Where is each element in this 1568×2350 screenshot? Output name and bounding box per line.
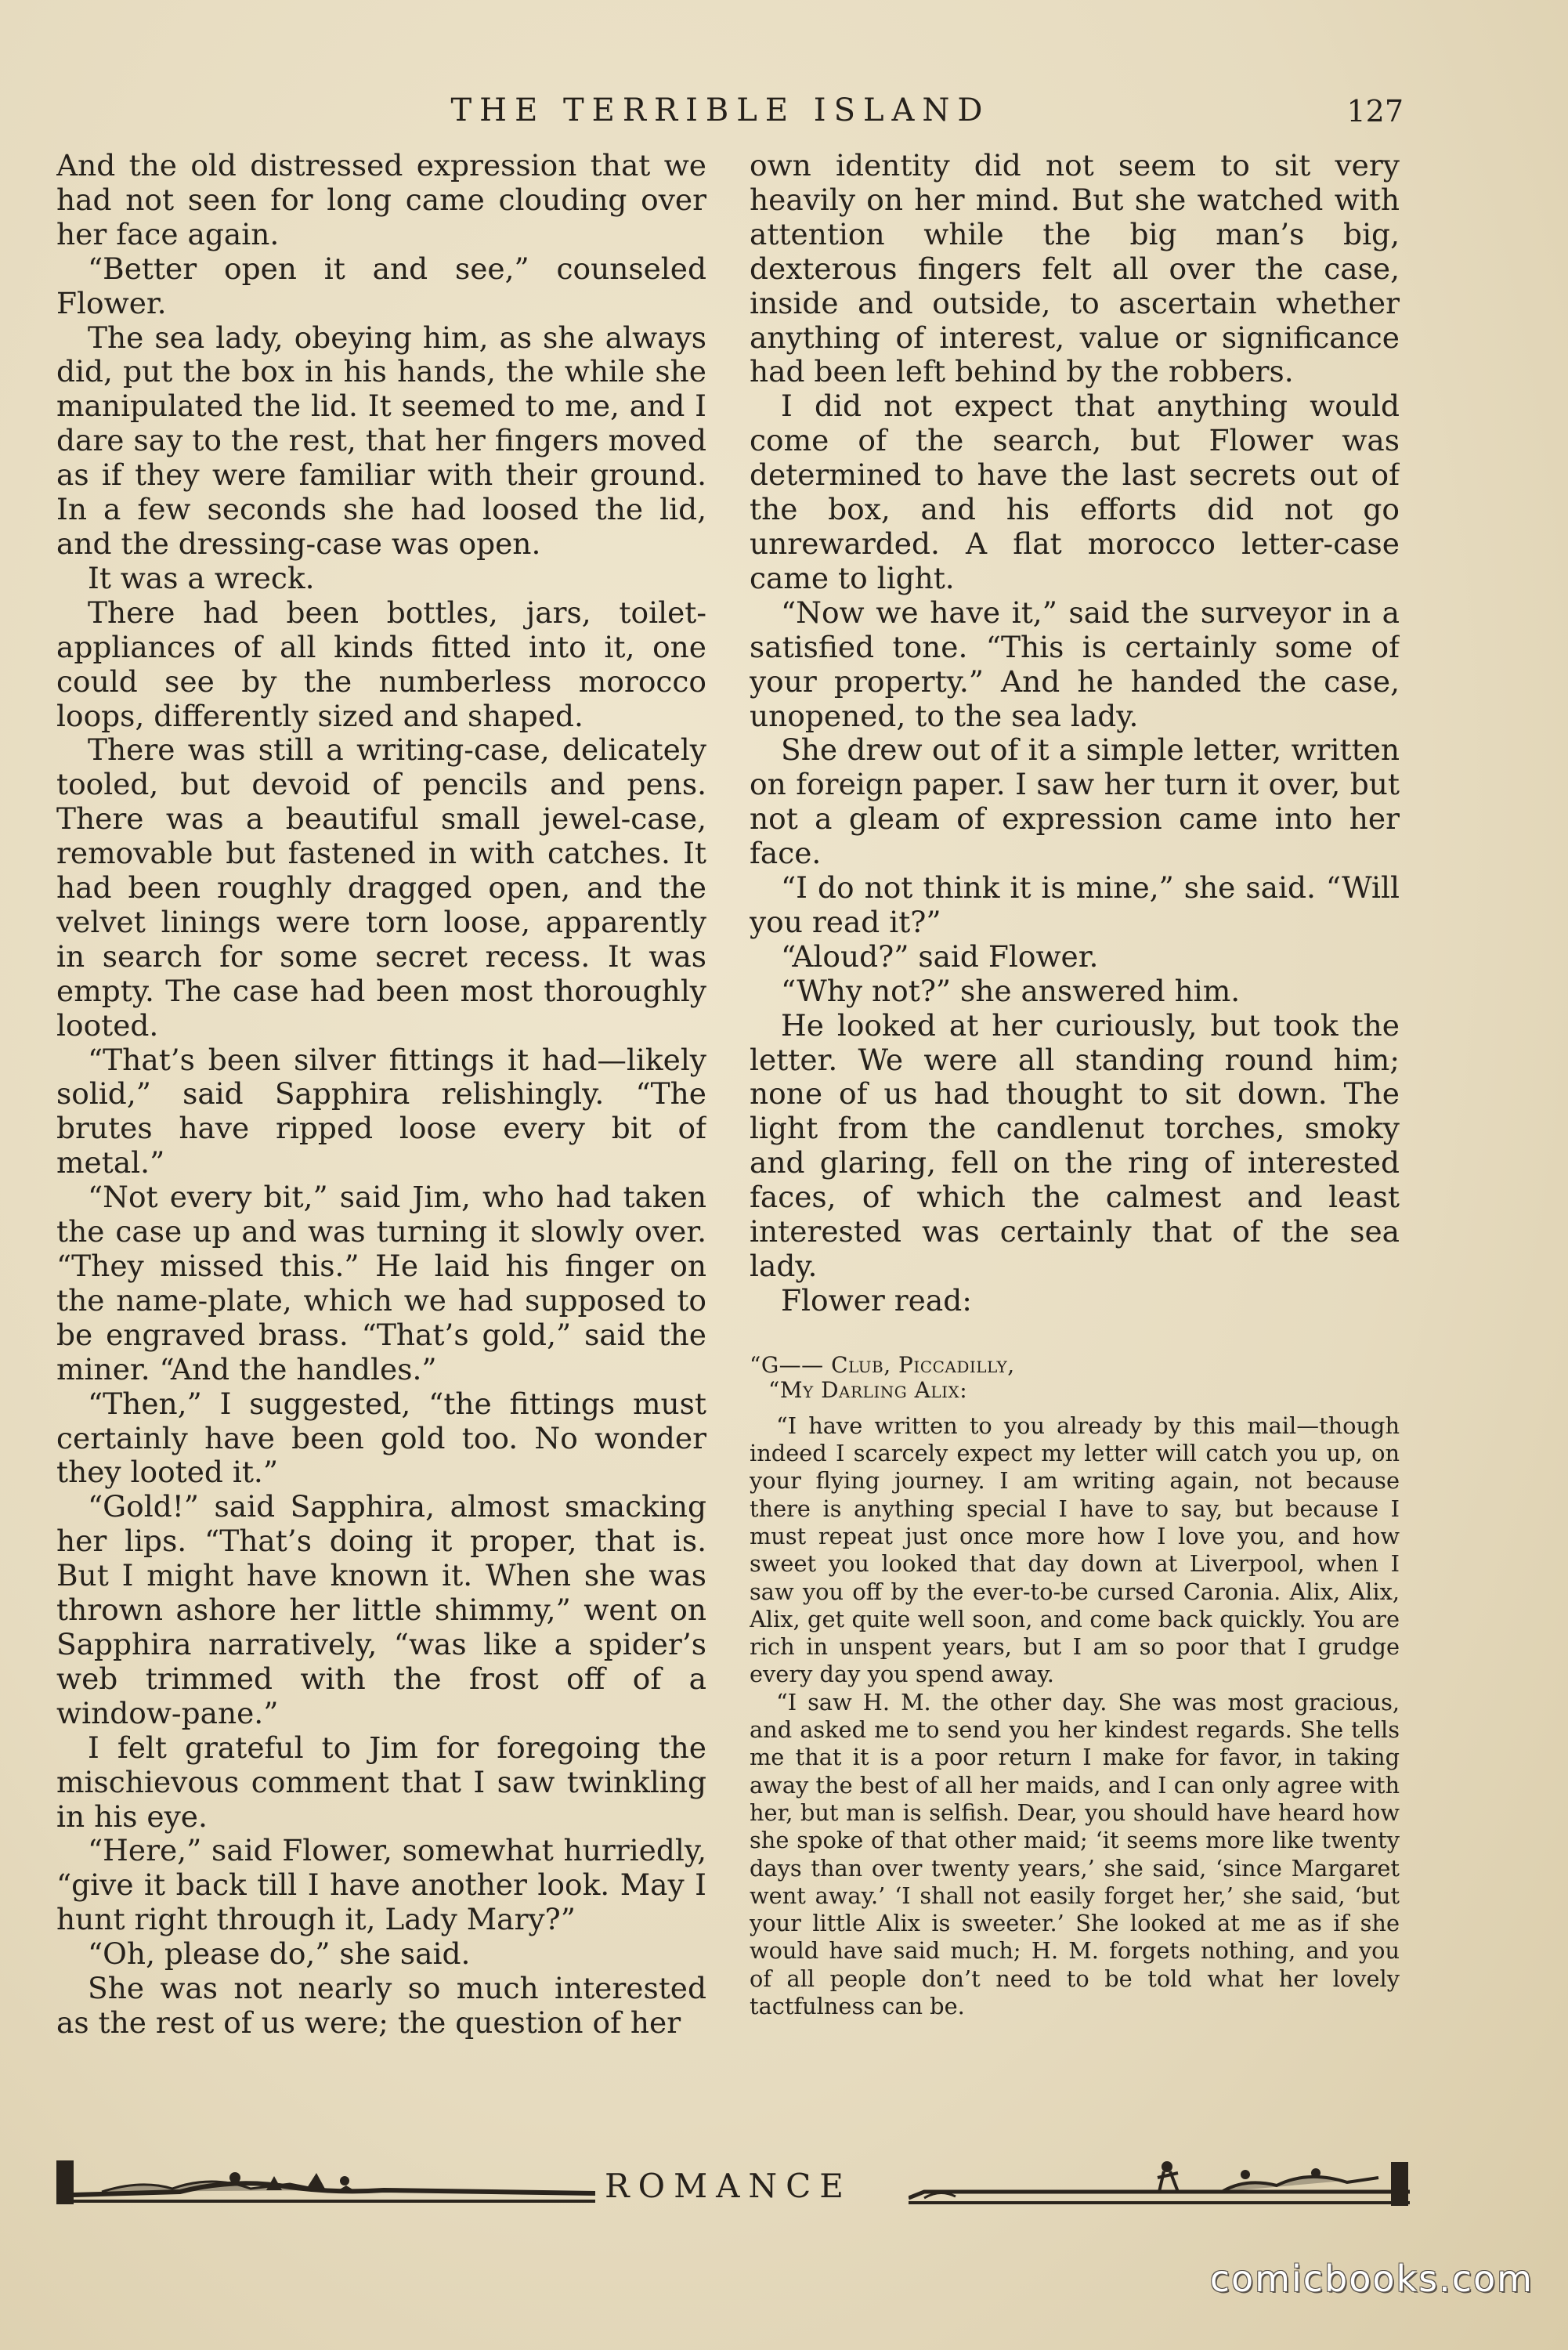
paragraph: I did not expect that anything would come of the search, but Flower was determined to have the last secrets out of the box, and his efforts did not go unrewarded. A flat morocco letter-case came to light. xyxy=(750,389,1400,595)
page-number: 127 xyxy=(1346,94,1404,128)
paragraph: “Aloud?” said Flower. xyxy=(781,938,1099,974)
paragraph: And the old distressed expression that we had not seen for long came clouding over her face again. xyxy=(56,149,706,251)
paragraph: “Why not?” she answered him. xyxy=(781,973,1241,1008)
letter-block xyxy=(750,1353,1400,2021)
right-ornament-icon xyxy=(909,2146,1410,2217)
paragraph: “I do not think it is mine,” she said. “Will you read it?” xyxy=(750,870,1400,939)
paragraph: “Not every bit,” said Jim, who had taken the case up and was turning it slowly over. “They missed this.” He laid his finger on the name-plate, which we had supposed to be engraved brass. “That’s gold,” said the miner. “And the handles.” xyxy=(56,1180,706,1386)
left-column xyxy=(56,149,706,2123)
watermark: comicbooks.com xyxy=(1209,2258,1534,2300)
left-ornament-icon xyxy=(55,2146,595,2217)
letter-paragraph: “I saw H. M. the other day. She was most gracious, and asked me to send you her kindest regards. She tells me that it is a poor return I make for favor, in taking away the best of all her maids, and I can only agree with her, but man is selfish. Dear, you should have heard how she spoke of that other maid; ‘it seems more like twenty days than over twenty years,’ she said, ‘since Margaret went away.’ ‘I shall not easily forget her,’ she said, ‘but your little Alix is sweeter.’ She looked at me as if she would have said much; H. M. forgets nothing, and you of all people don’t need to be told what her lovely tactfulness can be. xyxy=(750,1688,1400,2020)
page-footer xyxy=(55,2146,1402,2217)
paragraph: She drew out of it a simple letter, written on foreign paper. I saw her turn it over, but not a gleam of expression came into her face. xyxy=(750,732,1400,871)
paragraph: There was still a writing-case, delicately tooled, but devoid of pencils and pens. There was a beautiful small jewel-case, removable but fastened in with catches. It had been roughly dragged open, and the velvet linings were torn loose, apparently in search for some secret recess. It was empty. The case had been most thoroughly looted. xyxy=(56,732,706,1043)
paragraph: “That’s been silver fittings it had—likely solid,” said Sapphira relishingly. “The brutes have ripped loose every bit of metal.” xyxy=(56,1042,706,1180)
paragraph: Flower read: xyxy=(781,1282,972,1318)
paragraph: It was a wreck. xyxy=(88,560,315,595)
paragraph: He looked at her curiously, but took the letter. We were all standing round him; none of us had thought to sit down. The light from the candlenut torches, smoky and glaring, fell on the ring of interested faces, of which the calmest and least interested was certainly that of the sea lady. xyxy=(750,1007,1400,1283)
letter-paragraph: “I have written to you already by this mail—though indeed I scarcely expect my letter will catch you up, on your flying journey. I am writing again, not because there is anything special I have to say, but because I must repeat just once more how I love you, and how sweet you looked that day down at Liverpool, when I saw you off by the ever-to-be cursed Caronia. Alix, Alix, Alix, get quite well soon, and come back quickly. You are rich in unspent years, but I am so poor that I grudge every day you spend away. xyxy=(750,1412,1400,1688)
paragraph: “Gold!” said Sapphira, almost smacking her lips. “That’s doing it proper, that is. But I might have known it. When she was thrown ashore her little shimmy,” went on Sapphira narratively, “was like a spider’s web trimmed with the frost off of a window-pane.” xyxy=(56,1489,706,1730)
paragraph: “Now we have it,” said the surveyor in a satisfied tone. “This is certainly some of your property.” And he handed the case, unopened, to the sea lady. xyxy=(750,595,1400,733)
paragraph: There had been bottles, jars, toilet-appliances of all kinds fitted into it, one could see by the numberless morocco loops, differently sized and shaped. xyxy=(56,595,706,733)
letter-salutation: “My Darling Alix: xyxy=(768,1376,968,1403)
paragraph: “Here,” said Flower, somewhat hurriedly, “give it back till I have another look. May I hunt right through it, Lady Mary?” xyxy=(56,1833,706,1937)
magazine-name: ROMANCE xyxy=(605,2167,852,2205)
page-header xyxy=(0,92,1568,139)
letter-address: “G—— Club, Piccadilly, xyxy=(750,1351,1015,1378)
paragraph: own identity did not seem to sit very heavily on her mind. But she watched with attention while the big man’s big, dexterous fingers felt all over the case, inside and outside, to ascertain whether anything of interest, value or significance had been left behind by the robbers. xyxy=(750,149,1400,389)
paragraph: The sea lady, obeying him, as she always did, put the box in his hands, the while she manipulated the lid. It seemed to me, and I dare say to the rest, that her fingers moved as if they were familiar with their ground. In a few seconds she had loosed the lid, and the dressing-case was open. xyxy=(56,320,706,561)
right-column xyxy=(750,149,1400,2123)
running-title: THE TERRIBLE ISLAND xyxy=(450,92,991,128)
paragraph: She was not nearly so much interested as the rest of us were; the question of her xyxy=(56,1971,706,2040)
paragraph: I felt grateful to Jim for foregoing the mischievous comment that I saw twinkling in his eye. xyxy=(56,1730,706,1834)
paragraph: “Oh, please do,” she said. xyxy=(88,1936,471,1972)
paragraph: “Then,” I suggested, “the fittings must certainly have been gold too. No wonder they looted it.” xyxy=(56,1386,706,1490)
paragraph: “Better open it and see,” counseled Flower. xyxy=(56,251,706,320)
